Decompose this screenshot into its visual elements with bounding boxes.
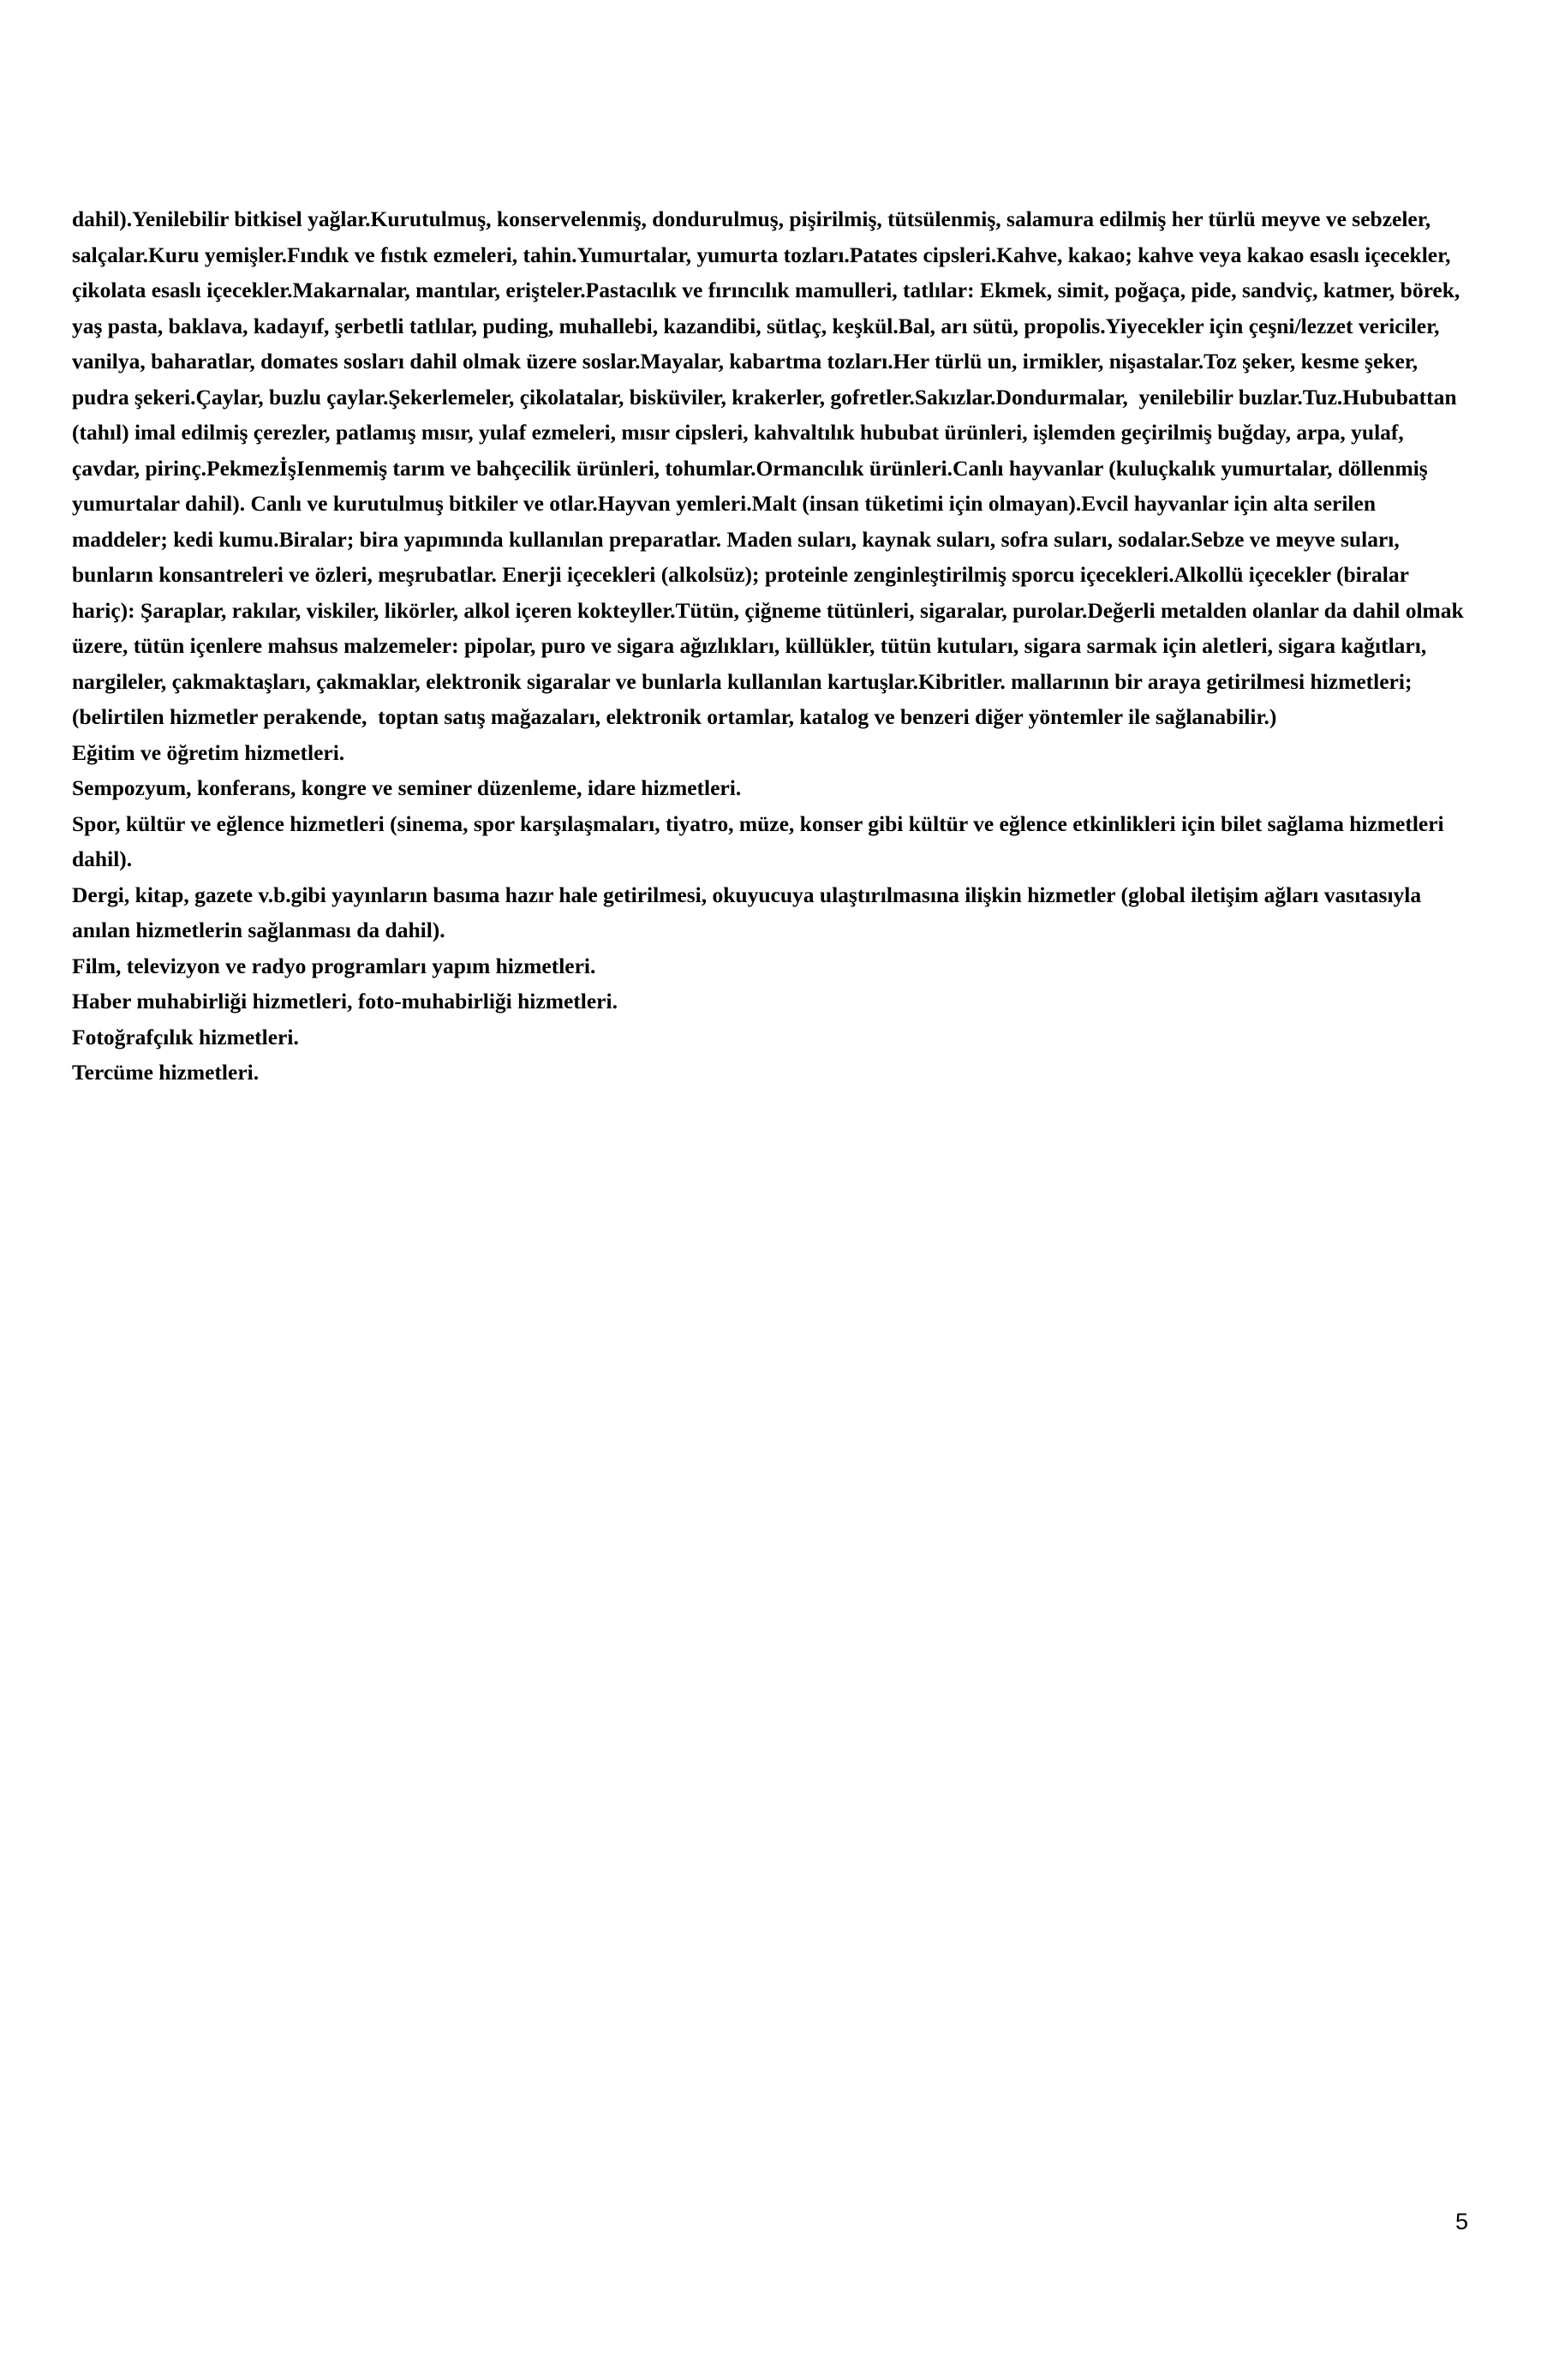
service-line-symposium: Sempozyum, konferans, kongre ve seminer düzenleme, idare hizmetleri.: [72, 775, 742, 800]
service-line-news-reporting: Haber muhabirliği hizmetleri, foto-muhabirliği hizmetleri.: [72, 989, 618, 1014]
service-line-film-tv-radio: Film, televizyon ve radyo programları yapım hizmetleri.: [72, 953, 596, 978]
page-number: 5: [1454, 2209, 1468, 2234]
service-line-sports-culture: Spor, kültür ve eğlence hizmetleri (sinema, spor karşılaşmaları, tiyatro, müze, konser gibi kültür ve eğlence etkinlikleri için bilet sağlama hizmetleri dahil).: [72, 810, 1450, 871]
service-line-translation: Tercüme hizmetleri.: [72, 1060, 260, 1085]
service-line-education: Eğitim ve öğretim hizmetleri.: [72, 739, 345, 765]
goods-list-paragraph: dahil).Yenilebilir bitkisel yağlar.Kurutulmuş, konservelenmiş, dondurulmuş, pişirilmiş, tütsülenmiş, salamura edilmiş her türlü meyve ve sebzeler, salçalar.Kuru yemişler.Fındık ve fıstık ezmeleri, tahin.Yumurtalar, yumurta tozları.Patates cipsleri.Kahve, kakao; kahve veya kakao esaslı içecekler, çikolata esaslı içecekler.Makarnalar, mantılar, erişteler.Pastacılık ve fırıncılık mamulleri, tatlılar: Ekmek, simit, poğaça, pide, sandviç, katmer, börek, yaş pasta, baklava, kadayıf, şerbetli tatlılar, puding, muhallebi, kazandibi, sütlaç, keşkül.Bal, arı sütü, propolis.Yiyecekler için çeşni/lezzet vericiler, vanilya, baharatlar, domates sosları dahil olmak üzere soslar.Mayalar, kabartma tozları.Her türlü un, irmikler, nişastalar.Toz şeker, kesme şeker, pudra şekeri.Çaylar, buzlu çaylar.Şekerlemeler, çikolatalar, bisküviler, krakerler, gofretler.Sakızlar.Dondurmalar, yenilebilir buzlar.Tuz.Hububattan (tahıl) imal edilmiş çerezler, patlamış mısır, yulaf ezmeleri, mısır cipsleri, kahvaltılık hububat ürünleri, işlemden geçirilmiş buğday, arpa, yulaf, çavdar, pirinç.PekmezİşIenmemiş tarım ve bahçecilik ürünleri, tohumlar.Ormancılık ürünleri.Canlı hayvanlar (kuluçkalık yumurtalar, döllenmiş yumurtalar dahil). Canlı ve kurutulmuş bitkiler ve otlar.Hayvan yemleri.Malt (insan tüketimi için olmayan).Evcil hayvanlar için alta serilen maddeler; kedi kumu.Biralar; bira yapımında kullanılan preparatlar. Maden suları, kaynak suları, sofra suları, sodalar.Sebze ve meyve suları, bunların konsantreleri ve özleri, meşrubatlar. Enerji içecekleri (alkolsüz); proteinle zenginleştirilmiş sporcu içecekleri.Alkollü içecekler (biralar hariç): Şaraplar, rakılar, viskiler, likörler, alkol içeren kokteyller.Tütün, çiğneme tütünleri, sigaralar, purolar.Değerli metalden olanlar da dahil olmak üzere, tütün içenlere mahsus malzemeler: pipolar, puro ve sigara ağızlıkları, küllükler, tütün kutuları, sigara sarmak için aletleri, sigara kağıtları, nargileler, çakmaktaşları, çakmaklar, elektronik sigaralar ve bunlarla kullanılan kartuşlar.Kibritler. mallarının bir araya getirilmesi hizmetleri; (belirtilen hizmetler perakende, toptan satış mağazaları, elektronik ortamlar, katalog ve benzeri diğer yöntemler ile sağlanabilir.): [72, 206, 1470, 729]
service-line-photography: Fotoğrafçılık hizmetleri.: [72, 1024, 299, 1049]
document-body: [72, 201, 1477, 1091]
service-line-publishing: Dergi, kitap, gazete v.b.gibi yayınların basıma hazır hale getirilmesi, okuyucuya ulaştırılmasına ilişkin hizmetler (global iletişim ağları vasıtasıyla anılan hizmetlerin sağlanması da dahil).: [72, 882, 1427, 942]
